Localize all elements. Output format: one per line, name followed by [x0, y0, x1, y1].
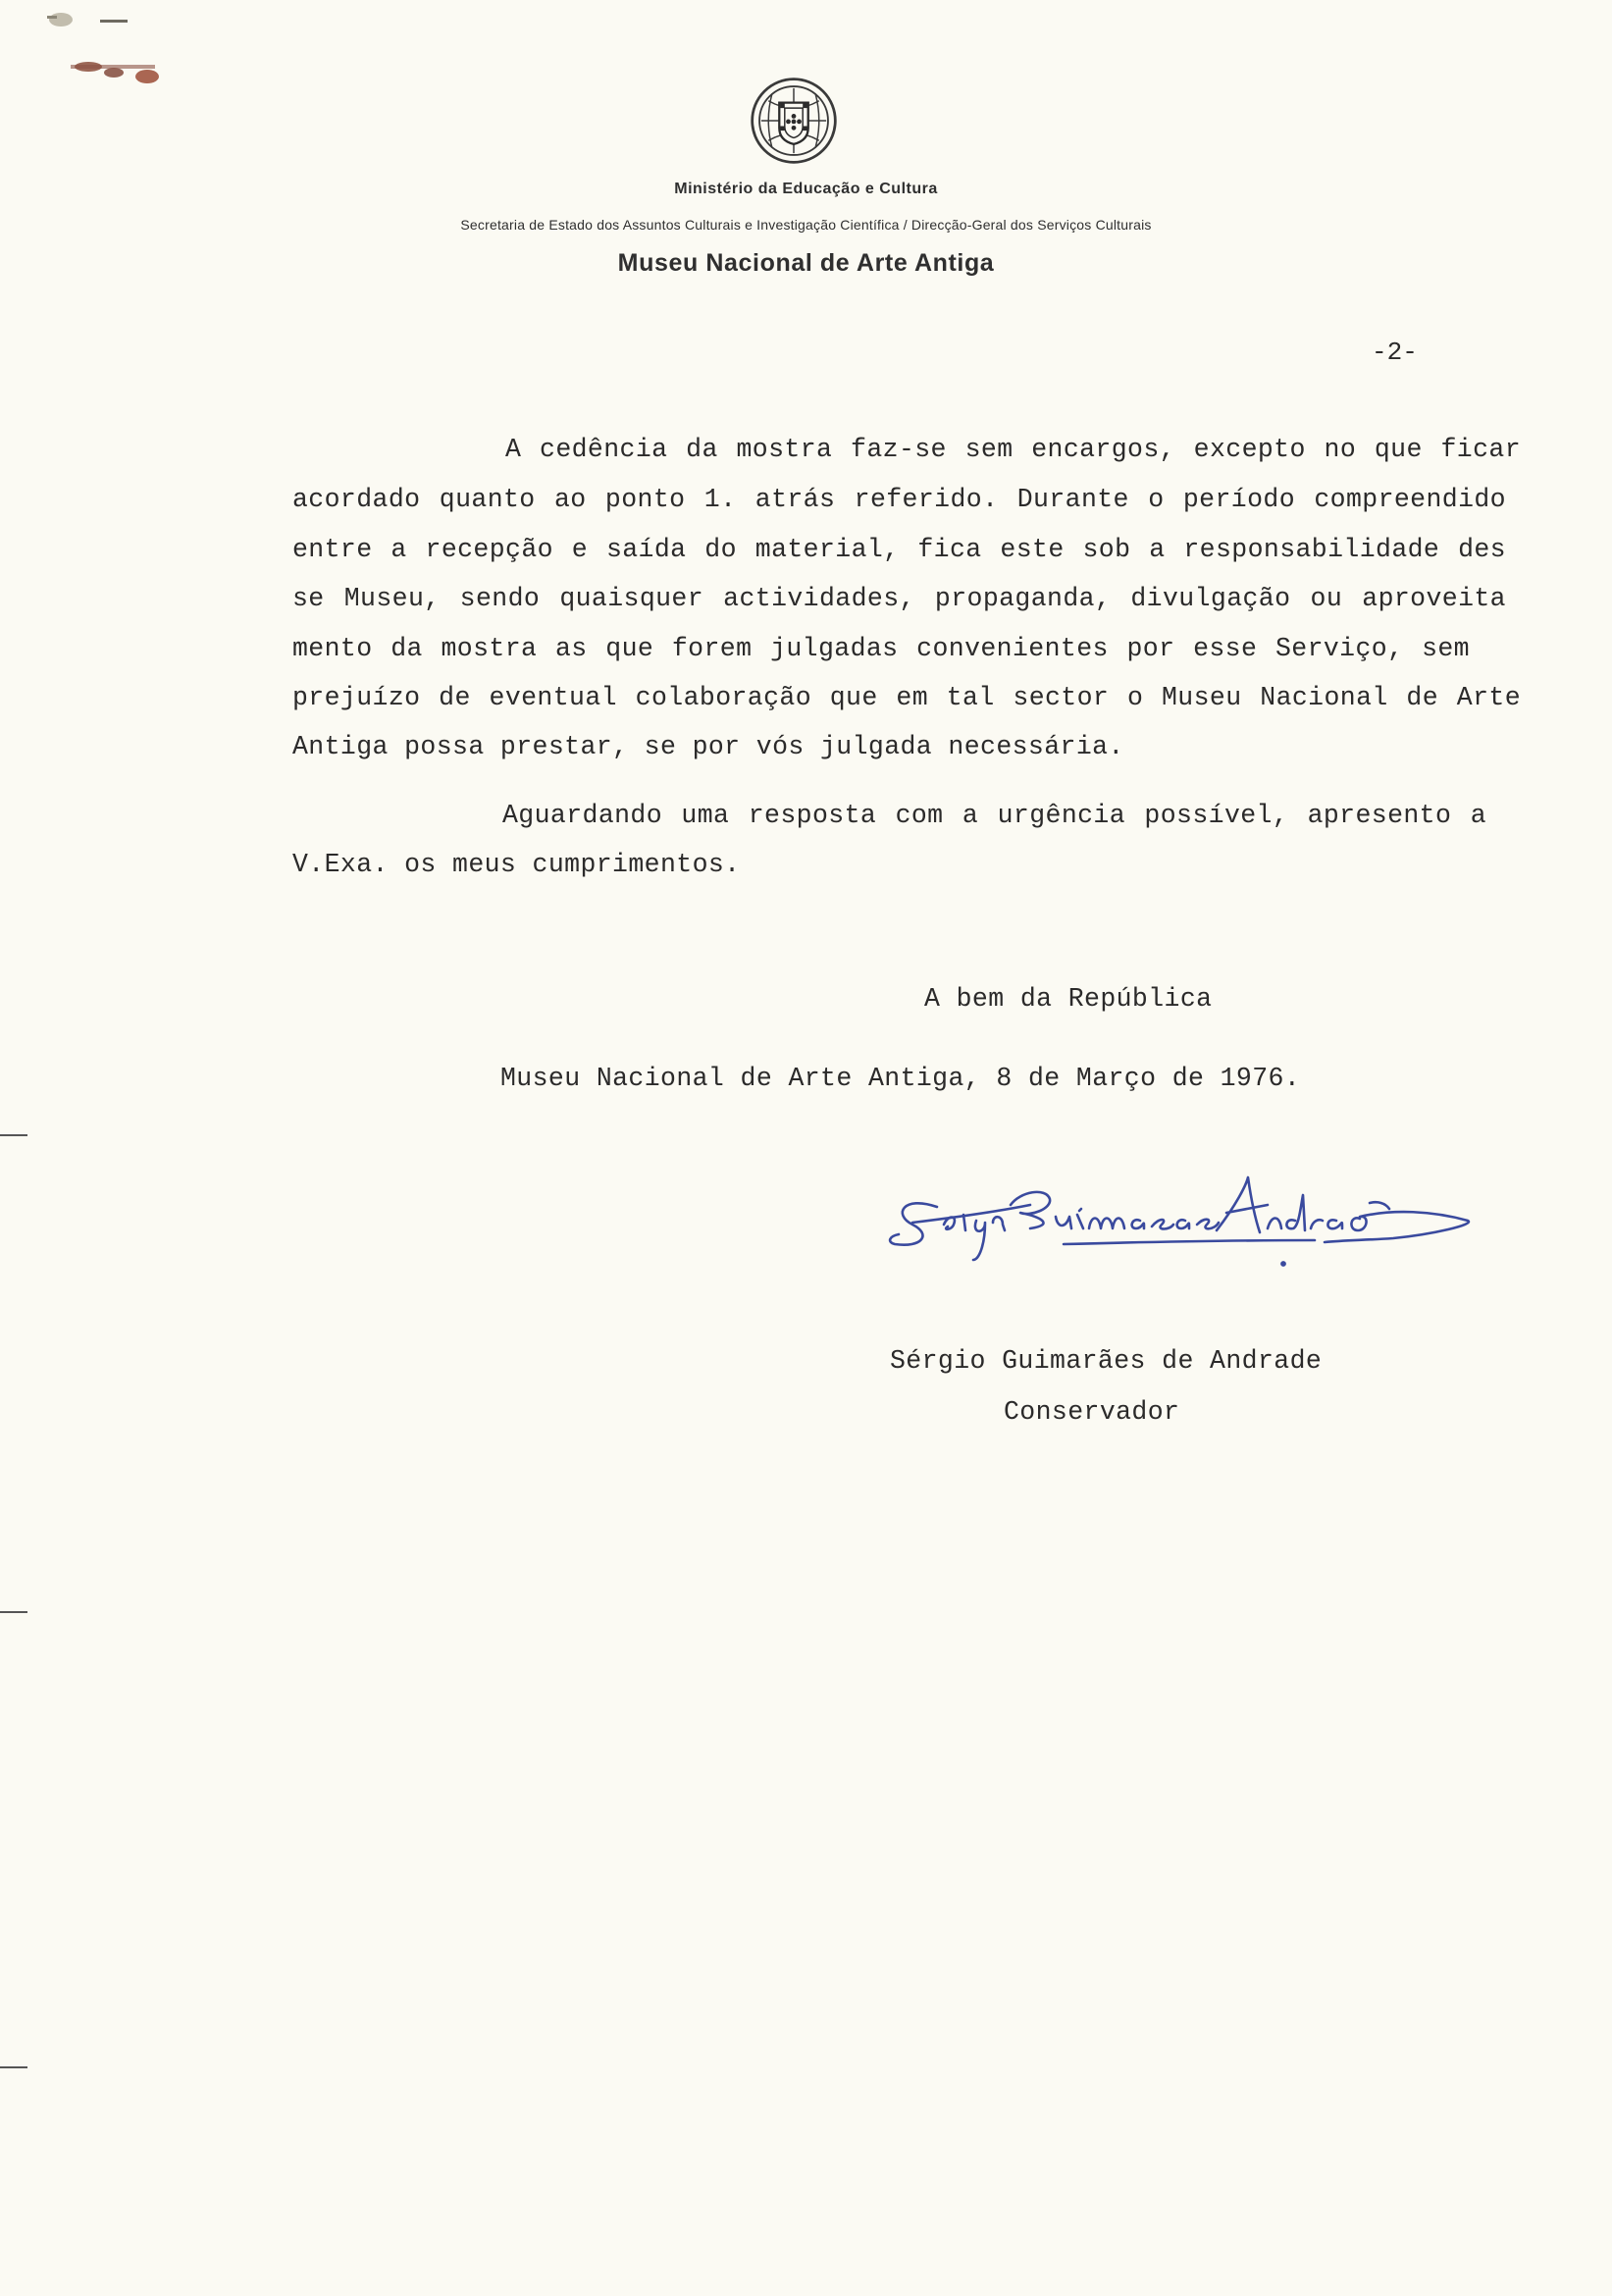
closing-place-date: Museu Nacional de Arte Antiga, 8 de Março de 1976. — [500, 1064, 1301, 1093]
page-number: -2- — [1372, 338, 1418, 367]
body-line: prejuízo de eventual colaboração que em tal sector o Museu Nacional de Arte — [292, 683, 1521, 712]
signatory-title: Conservador — [1004, 1397, 1180, 1427]
letterhead-museum: Museu Nacional de Arte Antiga — [617, 249, 995, 277]
handwritten-signature — [883, 1166, 1482, 1278]
body-line: mento da mostra as que forem julgadas convenientes por esse Serviço, sem — [292, 634, 1470, 663]
paper-stain-mark — [20, 2, 177, 90]
signatory-name: Sérgio Guimarães de Andrade — [890, 1346, 1323, 1376]
body-line: Antiga possa prestar, se por vós julgada necessária. — [292, 732, 1124, 761]
margin-tick — [0, 2066, 27, 2068]
coat-of-arms-icon — [749, 76, 839, 166]
body-line: A cedência da mostra faz-se sem encargos, excepto no que ficar — [505, 435, 1521, 464]
letterhead-ministry: Ministério da Educação e Cultura — [674, 181, 938, 197]
closing-salutation: A bem da República — [924, 984, 1213, 1014]
body-line: acordado quanto ao ponto 1. atrás referido. Durante o período compreendido — [292, 485, 1506, 514]
body-line: se Museu, sendo quaisquer actividades, propaganda, divulgação ou aproveita — [292, 584, 1506, 613]
margin-tick — [0, 1611, 27, 1613]
letterhead-secretaria: Secretaria de Estado dos Assuntos Culturais e Investigação Científica / Direcção-Geral dos Serviços Culturais — [460, 217, 1152, 233]
margin-tick — [0, 1134, 27, 1136]
body-line: entre a recepção e saída do material, fica este sob a responsabilidade des — [292, 535, 1506, 564]
body-line: Aguardando uma resposta com a urgência possível, apresento a — [502, 801, 1486, 830]
body-line: V.Exa. os meus cumprimentos. — [292, 850, 741, 879]
